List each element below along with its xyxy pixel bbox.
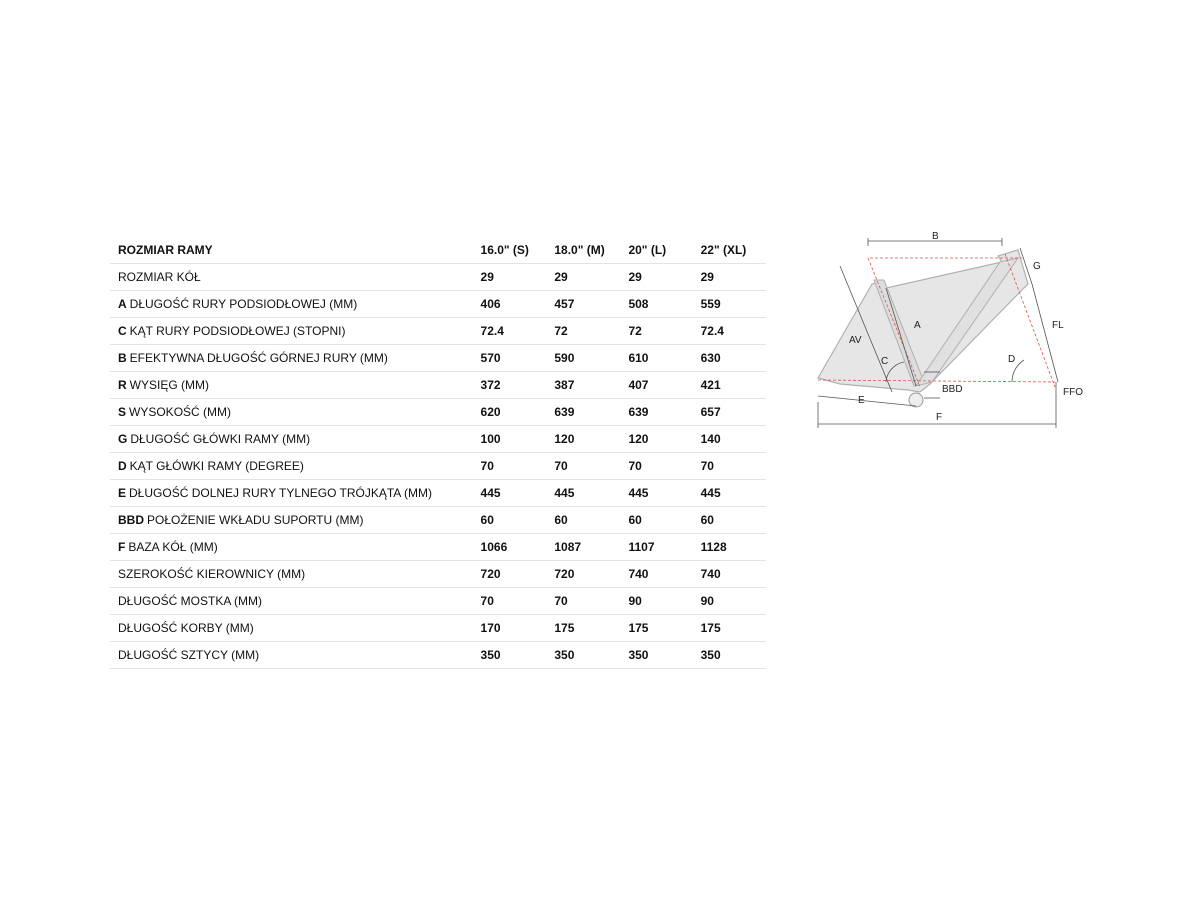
- frame-geometry-diagram: [800, 222, 1100, 432]
- value-cell: 590: [546, 345, 620, 372]
- frame-diagram-svg: [800, 222, 1100, 432]
- label-d: D: [1008, 354, 1016, 365]
- label-b: B: [932, 231, 939, 242]
- value-cell: 175: [546, 615, 620, 642]
- header-size-l: 20" (L): [620, 237, 692, 264]
- table-row: [110, 507, 766, 534]
- label-bbd: BBD: [942, 384, 963, 395]
- row-label-cell: [110, 372, 473, 399]
- value-cell: 100: [473, 426, 547, 453]
- dimension-code: G: [118, 432, 128, 446]
- row-label-cell: [110, 291, 473, 318]
- dimension-label: BAZA KÓŁ (MM): [128, 540, 218, 554]
- dimension-label: DŁUGOŚĆ GŁÓWKI RAMY (MM): [130, 432, 311, 446]
- value-cell: 387: [546, 372, 620, 399]
- value-cell: 70: [546, 588, 620, 615]
- value-cell: 90: [693, 588, 766, 615]
- table-row: [110, 480, 766, 507]
- value-cell: 657: [693, 399, 766, 426]
- value-cell: 29: [473, 264, 547, 291]
- value-cell: 610: [620, 345, 692, 372]
- value-cell: 406: [473, 291, 547, 318]
- value-cell: 60: [546, 507, 620, 534]
- row-label-cell: [110, 426, 473, 453]
- value-cell: 445: [546, 480, 620, 507]
- row-label-cell: [110, 480, 473, 507]
- table-row: [110, 318, 766, 345]
- value-cell: 29: [693, 264, 766, 291]
- table-row: [110, 453, 766, 480]
- value-cell: 70: [693, 453, 766, 480]
- label-av: AV: [849, 335, 862, 346]
- table-row: [110, 372, 766, 399]
- table-row: [110, 399, 766, 426]
- value-cell: 70: [473, 453, 547, 480]
- dimension-label: ROZMIAR KÓŁ: [118, 270, 201, 284]
- row-label-cell: [110, 453, 473, 480]
- value-cell: 445: [620, 480, 692, 507]
- value-cell: 60: [620, 507, 692, 534]
- dimension-label: DŁUGOŚĆ KORBY (MM): [118, 621, 254, 635]
- label-c: C: [881, 356, 889, 367]
- dimension-code: E: [118, 486, 127, 500]
- value-cell: 639: [620, 399, 692, 426]
- dimension-label: KĄT RURY PODSIODŁOWEJ (STOPNI): [129, 324, 346, 338]
- value-cell: 570: [473, 345, 547, 372]
- value-cell: 350: [546, 642, 620, 669]
- value-cell: 170: [473, 615, 547, 642]
- table-row: [110, 291, 766, 318]
- value-cell: 1128: [693, 534, 766, 561]
- bottom-bracket: [909, 393, 923, 407]
- value-cell: 60: [473, 507, 547, 534]
- value-cell: 421: [693, 372, 766, 399]
- row-label-cell: [110, 399, 473, 426]
- value-cell: 70: [546, 453, 620, 480]
- value-cell: 72: [546, 318, 620, 345]
- dimension-code: B: [118, 351, 127, 365]
- label-fl: FL: [1052, 320, 1064, 331]
- row-label-cell: [110, 561, 473, 588]
- header-size-s: 16.0" (S): [473, 237, 547, 264]
- dimension-label: DŁUGOŚĆ MOSTKA (MM): [118, 594, 263, 608]
- row-label-cell: [110, 642, 473, 669]
- value-cell: 72.4: [473, 318, 547, 345]
- row-label-cell: [110, 588, 473, 615]
- header-size-m: 18.0" (M): [546, 237, 620, 264]
- value-cell: 630: [693, 345, 766, 372]
- dimension-label: WYSOKOŚĆ (MM): [129, 405, 232, 419]
- table-row: [110, 642, 766, 669]
- row-label-cell: [110, 615, 473, 642]
- dimension-code: BBD: [118, 513, 144, 527]
- header-size-xl: 22" (XL): [693, 237, 766, 264]
- dimension-code: C: [118, 324, 127, 338]
- value-cell: 350: [620, 642, 692, 669]
- geometry-table: [110, 237, 766, 669]
- dimension-label: POŁOŻENIE WKŁADU SUPORTU (MM): [147, 513, 364, 527]
- value-cell: 740: [620, 561, 692, 588]
- label-e: E: [858, 395, 865, 406]
- dimension-label: SZEROKOŚĆ KIEROWNICY (MM): [118, 567, 306, 581]
- value-cell: 508: [620, 291, 692, 318]
- value-cell: 90: [620, 588, 692, 615]
- row-label-cell: [110, 318, 473, 345]
- value-cell: 60: [693, 507, 766, 534]
- value-cell: 457: [546, 291, 620, 318]
- table-row: [110, 588, 766, 615]
- headtube-guide-line: [1005, 254, 1055, 387]
- dim-e: [818, 396, 916, 406]
- value-cell: 620: [473, 399, 547, 426]
- value-cell: 140: [693, 426, 766, 453]
- dimension-code: D: [118, 459, 127, 473]
- dimension-label: DŁUGOŚĆ SZTYCY (MM): [118, 648, 260, 662]
- row-label-cell: [110, 345, 473, 372]
- dimension-code: F: [118, 540, 126, 554]
- value-cell: 1066: [473, 534, 547, 561]
- table-row: [110, 345, 766, 372]
- row-label-cell: [110, 534, 473, 561]
- table-row: [110, 561, 766, 588]
- value-cell: 1087: [546, 534, 620, 561]
- value-cell: 72.4: [693, 318, 766, 345]
- value-cell: 175: [620, 615, 692, 642]
- value-cell: 72: [620, 318, 692, 345]
- value-cell: 70: [620, 453, 692, 480]
- value-cell: 70: [473, 588, 547, 615]
- table-row: [110, 534, 766, 561]
- table-header-row: [110, 237, 766, 264]
- dim-fl: [1032, 284, 1058, 382]
- row-label-cell: [110, 264, 473, 291]
- value-cell: 720: [546, 561, 620, 588]
- value-cell: 29: [546, 264, 620, 291]
- dimension-label: DŁUGOŚĆ RURY PODSIODŁOWEJ (MM): [129, 297, 358, 311]
- value-cell: 720: [473, 561, 547, 588]
- value-cell: 407: [620, 372, 692, 399]
- label-g: G: [1033, 261, 1041, 272]
- value-cell: 120: [620, 426, 692, 453]
- header-frame-size: ROZMIAR RAMY: [110, 237, 473, 264]
- table-row: [110, 264, 766, 291]
- value-cell: 29: [620, 264, 692, 291]
- dimension-label: DŁUGOŚĆ DOLNEJ RURY TYLNEGO TRÓJKĄTA (MM): [129, 486, 432, 500]
- value-cell: 445: [693, 480, 766, 507]
- value-cell: 445: [473, 480, 547, 507]
- value-cell: 1107: [620, 534, 692, 561]
- value-cell: 350: [693, 642, 766, 669]
- dimension-label: KĄT GŁÓWKI RAMY (DEGREE): [129, 459, 304, 473]
- value-cell: 350: [473, 642, 547, 669]
- value-cell: 639: [546, 399, 620, 426]
- value-cell: 559: [693, 291, 766, 318]
- value-cell: 120: [546, 426, 620, 453]
- value-cell: 740: [693, 561, 766, 588]
- table-row: [110, 426, 766, 453]
- value-cell: 372: [473, 372, 547, 399]
- dimension-label: WYSIĘG (MM): [129, 378, 209, 392]
- dimension-code: R: [118, 378, 127, 392]
- label-f: F: [936, 412, 943, 423]
- value-cell: 175: [693, 615, 766, 642]
- label-ffo: FFO: [1063, 387, 1083, 398]
- dimension-label: EFEKTYWNA DŁUGOŚĆ GÓRNEJ RURY (MM): [129, 351, 388, 365]
- label-a: A: [914, 320, 921, 331]
- table-row: [110, 615, 766, 642]
- row-label-cell: [110, 507, 473, 534]
- dimension-code: S: [118, 405, 127, 419]
- dimension-code: A: [118, 297, 127, 311]
